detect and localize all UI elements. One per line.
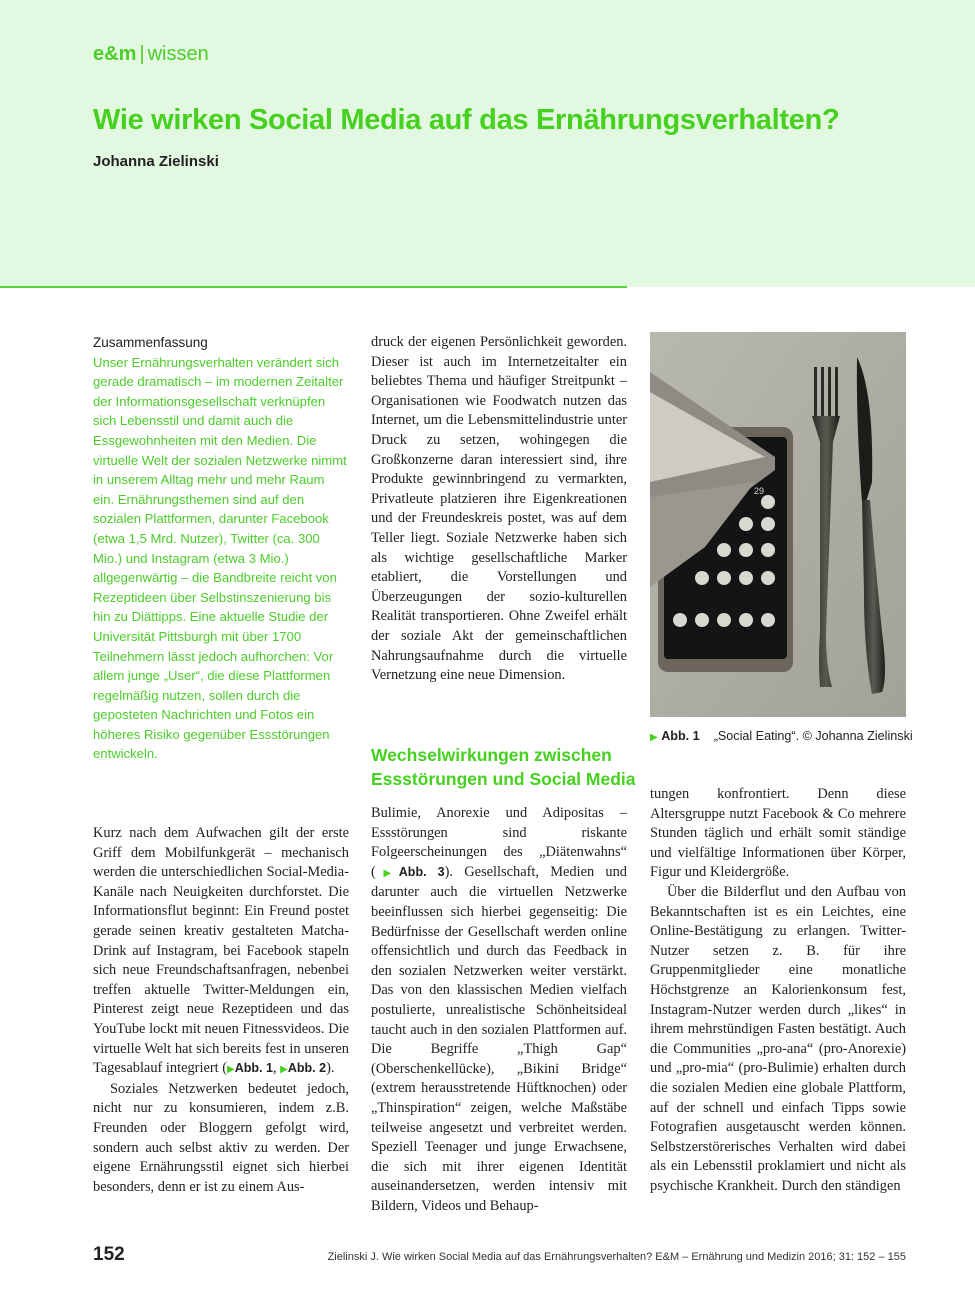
paragraph-text: ). Gesellschaft, Medien und darunter auch die virtuellen Netzwerke beeinflussen sich hierbei gegenseitig: Die Bedürfnisse der Gesellschaft werden online offensichtlich und durch das Feedback in den sozialen Netzwerken weiter verstärkt. Das von den klassischen Medien vielfach postulierte, unrealistische Schönheitsideal taucht auch in den sozialen Plattformen auf. Die Begriffe „Thigh Gap“ (Oberschenkellücke), „Bikini Bridge“ (extrem herausstretende Hüftknochen) oder „Thinspiration“ zeigen, welche Maßstäbe teilweise angesetzt und verbreitet werden. Speziell Teenager und junge Erwachsene, die sich mit ihrer eigenen Identität auseinandersetzen, werden intensiv mit Bildern, Videos und Behaup- (371, 863, 627, 1214)
body-column-2-bottom (371, 804, 627, 1216)
paragraph: Über die Bilderflut und den Aufbau von Bekanntschaften ist es ein Leichtes, eine Online-Bestätigung zu erlangen. Twitter-Nutzer setzen z. B. für ihre Gruppenmitglieder eine monatliche Höchstgrenze an Kalorienkonsum fest, Instagram-Nutzer werden durch „likes“ in ihrem mehrstündigen Fasten bestätigt. Auch die Communities „pro-ana“ (pro-Anorexie) und „pro-mia“ (pro-Bulimie) erhalten durch die sozialen Medien eine globale Plattform, auf der schnell und einfach Tipps sowie Fotografien ausgetauscht werden können. Selbstzerstörerisches Verhalten wird dabei als ein Lebensstil proklamiert und nicht als psychische Krankheit. Durch den ständigen (650, 883, 906, 1194)
body-column-1 (93, 824, 349, 1197)
section-heading: Wechselwirkungen zwischen Essstörungen und Social Media (371, 745, 636, 789)
social-eating-photo (650, 332, 906, 717)
paragraph-text: ). (326, 1060, 335, 1077)
ref-separator: , (272, 1060, 281, 1077)
journal-brand (93, 43, 209, 66)
paragraph: Soziales Netzwerken bedeutet jedoch, nicht nur zu konsumieren, indem z.B. Freunden oder Bloggern gefolgt wird, sondern auch selbst aktiv zu werden. Der eigene Ernährungsstil eignet sich hierbei besonders, denn er ist zu einem Aus- (93, 1080, 349, 1195)
arrow-right-icon: ▶ (650, 732, 658, 743)
body-column-3 (650, 785, 906, 1196)
article-title: Wie wirken Social Media auf das Ernährungsverhalten? (93, 104, 840, 136)
arrow-right-icon: ▶ (375, 867, 399, 879)
footer-citation: Zielinski J. Wie wirken Social Media auf das Ernährungsverhalten? E&M – Ernährung und Medizin 2016; 31: 152 – 155 (327, 1251, 906, 1263)
section-name: wissen (147, 43, 209, 65)
article-author: Johanna Zielinski (93, 153, 219, 170)
body-column-2-top (371, 333, 627, 686)
figure-ref-2[interactable]: Abb. 2 (287, 1061, 327, 1076)
figure-social-eating (650, 332, 906, 717)
abstract (93, 333, 349, 764)
figure-ref-3[interactable]: Abb. 3 (398, 864, 445, 879)
abstract-text: Unser Ernährungsverhalten verändert sich gerade dramatisch – im modernen Zeitalter der Informationsgesellschaft verknüpfen sich Lebensstil und damit auch die Essgewohnheiten mit den Medien. Die virtuelle Welt der sozialen Netzwerke nimmt in unserem Alltag mehr und mehr Raum ein. Ernährungsthemen sind auf den sozialen Plattformen, darunter Facebook (etwa 1,5 Mrd. Nutzer), Twitter (ca. 300 Mio.) und Instagram (etwa 3 Mio.) allgegenwärtig – die Bandbreite reicht von Rezeptideen über Selbstinszenierung bis hin zu Diättipps. Eine aktuelle Studie der Universität Pittsburgh mit über 1700 Teilnehmern lässt jedoch aufhorchen: Vor allem junge „User“, die diese Plattformen regelmäßig nutzen, sollen durch die geposteten Nachrichten und Fotos ein höheres Risiko gegenüber Essstörungen entwickeln. (93, 354, 347, 762)
header-rule (0, 286, 627, 288)
figure-label: Abb. 1 (661, 729, 700, 743)
arrow-right-icon: ▶ (280, 1064, 288, 1076)
figure-caption (650, 729, 913, 743)
phone-clock: 29 (754, 486, 765, 496)
paragraph: tungen konfrontiert. Denn diese Altersgruppe nutzt Facebook & Co mehrere Stunden täglich und erhält somit ständige und vielfältige Informationen über Körper, Figur und Kleidergröße. (650, 786, 906, 881)
figure-ref-1[interactable]: Abb. 1 (234, 1061, 273, 1076)
arrow-right-icon: ▶ (227, 1064, 235, 1076)
paragraph (371, 804, 627, 1216)
paragraph: druck der eigenen Persönlichkeit geworden. Dieser ist auch im Internetzeitalter ein beliebtes Thema und häufiger Streitpunkt – Organisationen wie Foodwatch nutzen das Internet, um die Lebensmittelindustrie unter Druck zu setzen, wohingegen die Großkonzerne daran interessiert sind, ihre Produkte gewinnbringend zu vermarkten, Privatleute platzieren ihre Eigenkreationen und der Freundeskreis postet, was auf dem Teller liegt. Soziale Netzwerke haben sich als wichtige gesellschaftliche Marker etabliert, die Vorstellungen und Überzeugungen der sozio-kulturellen Realität transportieren. Ohne Zweifel erhält der soziale Akt der gemeinschaftlichen Nahrungsaufnahme durch die virtuelle Vernetzung eine neue Dimension. (371, 334, 627, 684)
page-number: 152 (93, 1244, 125, 1265)
paragraph (93, 824, 349, 1080)
caption-text: „Social Eating“. © Johanna Zielinski (713, 729, 913, 743)
brand-separator: | (139, 43, 145, 65)
paragraph-text: Bulimie, Anorexie und Adipositas – Essstörungen sind riskante Folgeerscheinungen des „Diätenwahns“ ( (371, 805, 627, 880)
brand-name: e&m (93, 43, 137, 65)
abstract-heading: Zusammenfassung (93, 335, 208, 350)
paragraph-text: Kurz nach dem Aufwachen gilt der erste Griff dem Mobilfunkgerät – mechanisch werden die unterschiedlichen Social-Media-Kanäle nach Neuigkeiten durchforstet. Die Informationsflut beginnt: Ein Freund postet gerade seinen kreativ gestalteten Matcha-Drink auf Instagram, bei Facebook stapeln sich neue Freundschaftsanfragen, nebenbei treffen aktuelle Twitter-Meldungen ein, Pinterest zeigt neue Rezeptideen und das YouTube lockt mit neuen Fitnessvideos. Die virtuelle Welt hat sich bereits fest in unseren Tagesablauf integriert ( (93, 825, 349, 1077)
